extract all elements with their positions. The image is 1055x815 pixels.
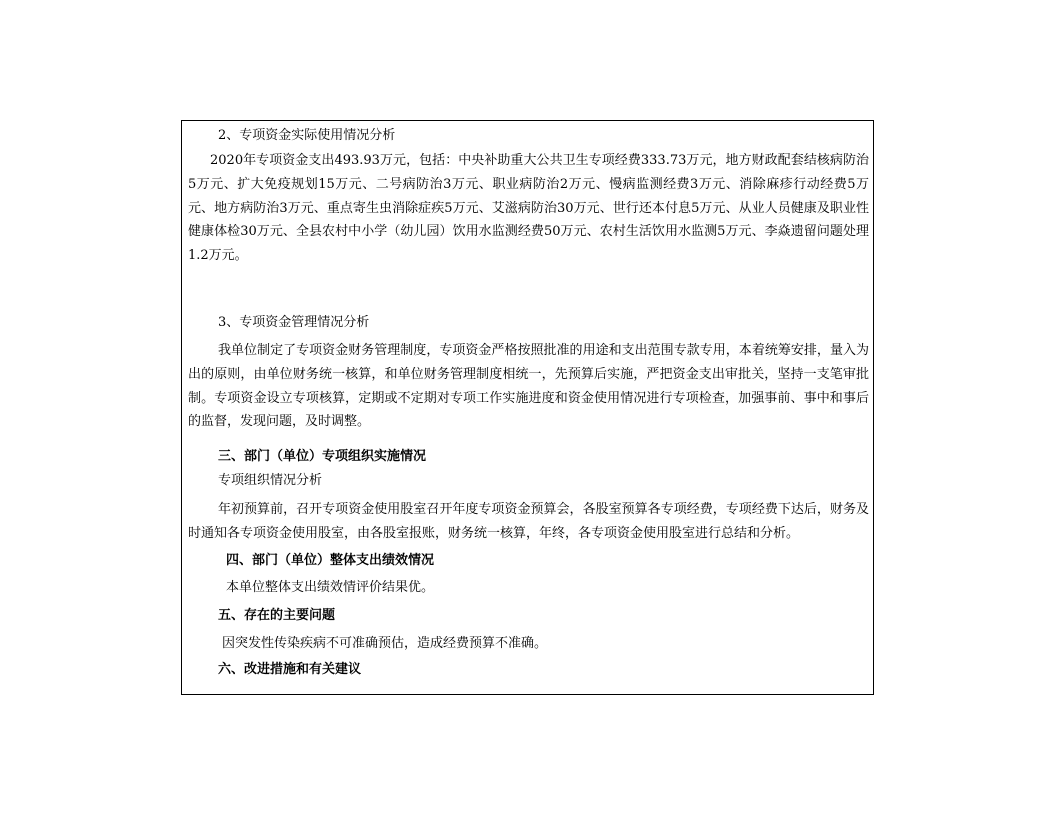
section-heading-special-use: 2、专项资金实际使用情况分析	[218, 128, 396, 143]
paragraph-special-management: 我单位制定了专项资金财务管理制度，专项资金严格按照批准的用途和支出范围专款专用，本着统筹安排，量入为出的原则，由单位财务统一核算，和单位财务管理制度相统一，先预算后实施，严把资金支出审批关，坚持一支笔审批制。专项资金设立专项核算，定期或不定期对专项工作实施进度和资金使用情况进行专项检查，加强事前、事中和事后的监督，发现问题，及时调整。	[188, 343, 869, 430]
section-heading-three: 三、部门（单位）专项组织实施情况	[218, 449, 427, 464]
subheading-organization-analysis: 专项组织情况分析	[218, 473, 323, 488]
paragraph-performance: 本单位整体支出绩效情评价结果优。	[226, 580, 435, 595]
section-heading-four: 四、部门（单位）整体支出绩效情况	[226, 553, 435, 568]
section-heading-six: 六、改进措施和有关建议	[218, 662, 362, 677]
section-heading-special-management: 3、专项资金管理情况分析	[218, 315, 370, 330]
paragraph-main-problems: 因突发性传染疾病不可准确预估，造成经费预算不准确。	[222, 636, 548, 651]
section-heading-five: 五、存在的主要问题	[218, 608, 336, 623]
document-frame	[181, 120, 874, 695]
paragraph-special-use: 2020年专项资金支出493.93万元，包括：中央补助重大公共卫生专项经费333.73万元，地方财政配套结核病防治5万元、扩大免疫规划15万元、二号病防治3万元、职业病防治2万元、慢病监测经费3万元、消除麻疹行动经费5万元、地方病防治3万元、重点寄生虫消除症疾5万元、艾滋病防治30万元、世行还本付息5万元、从业人员健康及职业性健康体检30万元、全县农村中小学（幼儿园）饮用水监测经费50万元、农村生活饮用水监测5万元、李焱遗留问题处理1.2万元。	[188, 153, 869, 264]
paragraph-organization: 年初预算前，召开专项资金使用股室召开年度专项资金预算会，各股室预算各专项经费，专项经费下达后，财务及时通知各专项资金使用股室，由各股室报账，财务统一核算，年终，各专项资金使用股室进行总结和分析。	[188, 502, 869, 541]
